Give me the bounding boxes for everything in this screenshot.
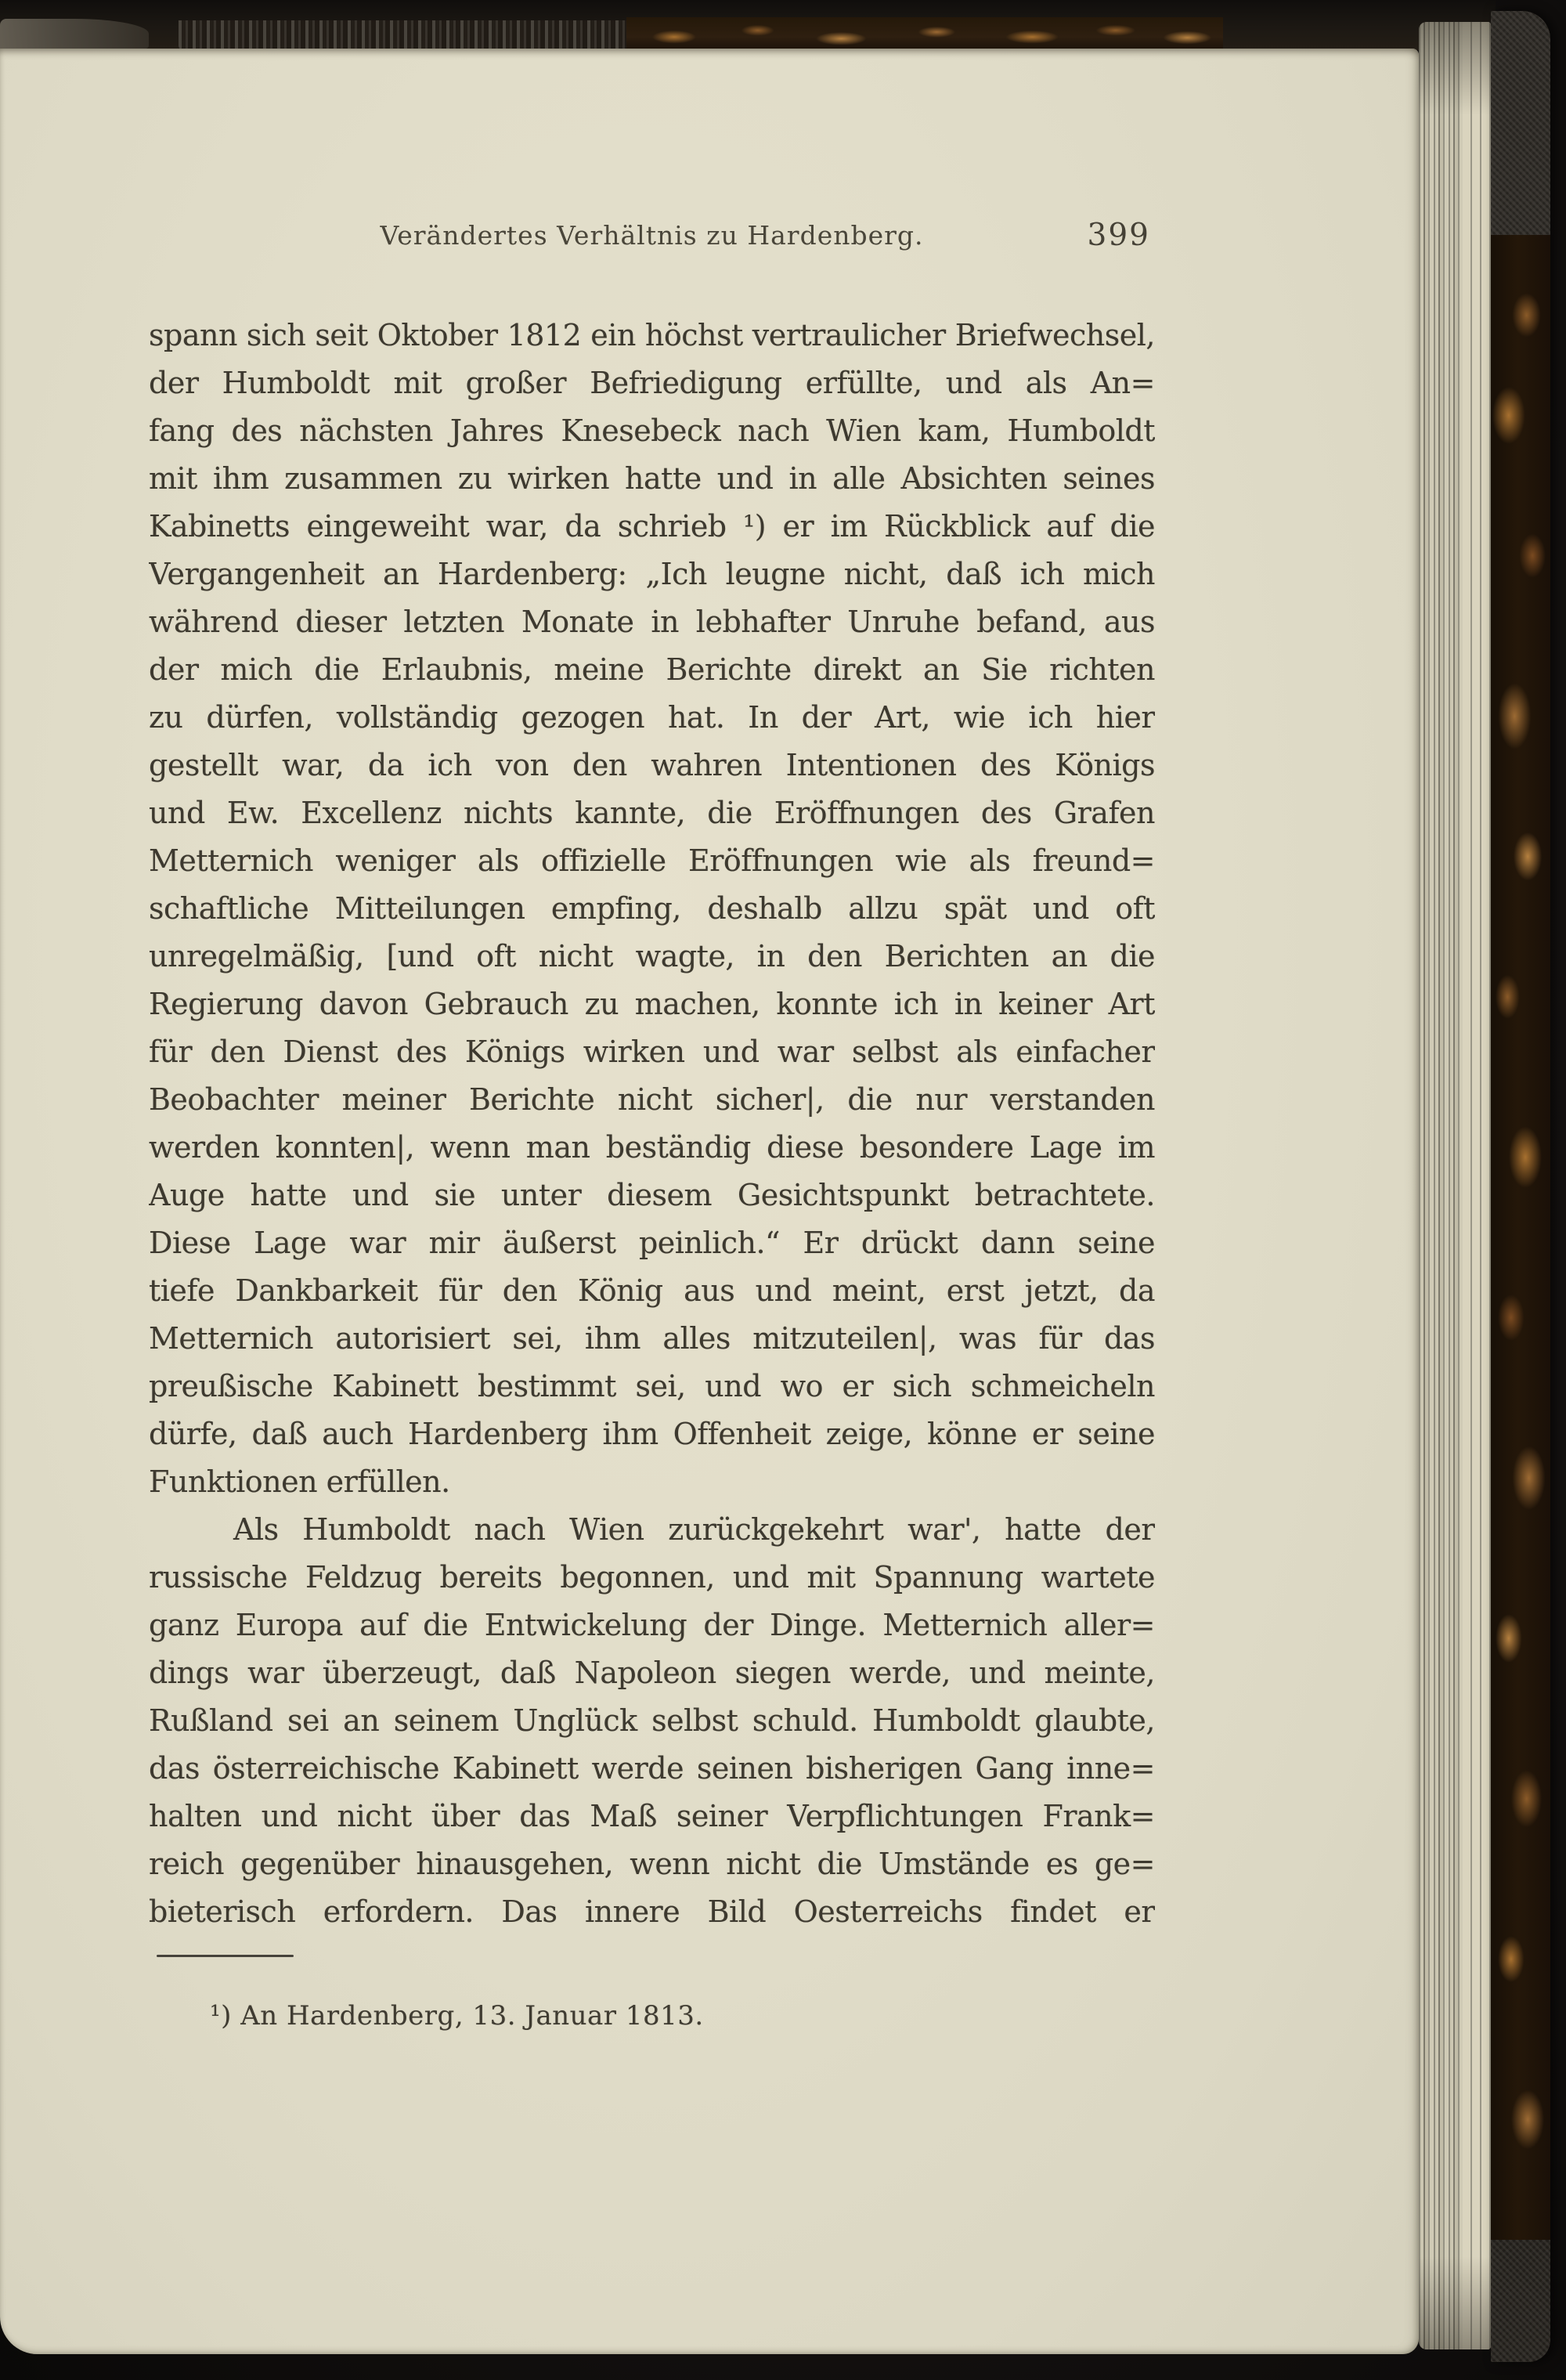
- text-line: zu dürfen, vollständig gezogen hat. In der Art, wie ich hier: [149, 700, 1155, 735]
- text-line: der Humboldt mit großer Befriedigung erfüllte, und als An=: [149, 366, 1155, 400]
- text-line: dings war überzeugt, daß Napoleon siegen werde, und meinte,: [149, 1656, 1155, 1690]
- text-line: während dieser letzten Monate in lebhafter Unruhe befand, aus: [149, 605, 1155, 639]
- text-line: der mich die Erlaubnis, meine Berichte direkt an Sie richten: [149, 652, 1155, 687]
- text-line: Regierung davon Gebrauch zu machen, konnte ich in keiner Art: [149, 987, 1155, 1021]
- text-line: Diese Lage war mir äußerst peinlich.“ Er drückt dann seine: [149, 1226, 1155, 1260]
- book-cover-edge: [1491, 11, 1550, 2362]
- body-text: [149, 312, 1155, 1936]
- text-line: Metternich autorisiert sei, ihm alles mitzuteilen|, was für das: [149, 1321, 1155, 1356]
- text-line: Rußland sei an seinem Unglück selbst schuld. Humboldt glaubte,: [149, 1703, 1155, 1738]
- text-line: gestellt war, da ich von den wahren Intentionen des Königs: [149, 748, 1155, 782]
- text-line: unregelmäßig, [und oft nicht wagte, in den Berichten an die: [149, 939, 1155, 973]
- text-line: halten und nicht über das Maß seiner Verpflichtungen Frank=: [149, 1799, 1155, 1833]
- top-edge-headband: [179, 20, 629, 50]
- text-line: schaftliche Mitteilungen empfing, deshalb allzu spät und oft: [149, 891, 1155, 926]
- book-top-edge: [0, 0, 1496, 50]
- top-edge-marbled-cover: [626, 17, 1223, 50]
- text-line: für den Dienst des Königs wirken und war selbst als einfacher: [149, 1035, 1155, 1069]
- running-head: [149, 218, 1155, 254]
- footnote-rule: [157, 1955, 294, 1957]
- text-line: Kabinetts eingeweiht war, da schrieb ¹) er im Rückblick auf die: [149, 509, 1155, 544]
- text-line: ganz Europa auf die Entwickelung der Dinge. Metternich aller=: [149, 1608, 1155, 1642]
- cover-cloth-corner-bottom: [1491, 2240, 1550, 2362]
- text-line: Beobachter meiner Berichte nicht sicher|, die nur verstanden: [149, 1082, 1155, 1117]
- footnote: ¹) An Hardenberg, 13. Januar 1813.: [210, 2000, 704, 2031]
- text-line: russische Feldzug bereits begonnen, und mit Spannung wartete: [149, 1560, 1155, 1594]
- running-title: Verändertes Verhältnis zu Hardenberg.: [380, 220, 924, 251]
- page-number: 399: [1087, 218, 1150, 253]
- cover-cloth-corner-top: [1491, 11, 1550, 235]
- text-line: Vergangenheit an Hardenberg: „Ich leugne nicht, daß ich mich: [149, 557, 1155, 591]
- top-edge-leather-knot: [100, 16, 171, 49]
- text-line: das österreichische Kabinett werde seinen bisherigen Gang inne=: [149, 1751, 1155, 1786]
- fore-edge-page-stack: [1419, 22, 1491, 2349]
- text-line: dürfe, daß auch Hardenberg ihm Offenheit zeige, könne er seine: [149, 1417, 1155, 1451]
- cover-marbled-paper: [1491, 235, 1550, 2240]
- book-page: [0, 49, 1419, 2354]
- text-line: mit ihm zusammen zu wirken hatte und in alle Absichten seines: [149, 461, 1155, 496]
- text-line: tiefe Dankbarkeit für den König aus und meint, erst jetzt, da: [149, 1273, 1155, 1308]
- text-line: Auge hatte und sie unter diesem Gesichtspunkt betrachtete.: [149, 1178, 1155, 1212]
- text-line: bieterisch erfordern. Das innere Bild Oesterreichs findet er: [149, 1894, 1155, 1929]
- text-line: fang des nächsten Jahres Knesebeck nach Wien kam, Humboldt: [149, 414, 1155, 448]
- text-line: preußische Kabinett bestimmt sei, und wo er sich schmeicheln: [149, 1369, 1155, 1403]
- text-line: und Ew. Excellenz nichts kannte, die Eröffnungen des Grafen: [149, 796, 1155, 830]
- text-line: werden konnten|, wenn man beständig diese besondere Lage im: [149, 1130, 1155, 1165]
- text-line: Funktionen erfüllen.: [149, 1464, 450, 1499]
- fore-edge-shading: [1419, 22, 1491, 2349]
- text-line-paragraph-start: Als Humboldt nach Wien zurückgekehrt war', hatte der: [233, 1512, 1155, 1547]
- text-line: spann sich seit Oktober 1812 ein höchst vertraulicher Briefwechsel,: [149, 318, 1155, 352]
- text-line: reich gegenüber hinausgehen, wenn nicht die Umstände es ge=: [149, 1847, 1155, 1881]
- text-line: Metternich weniger als offizielle Eröffnungen wie als freund=: [149, 843, 1155, 878]
